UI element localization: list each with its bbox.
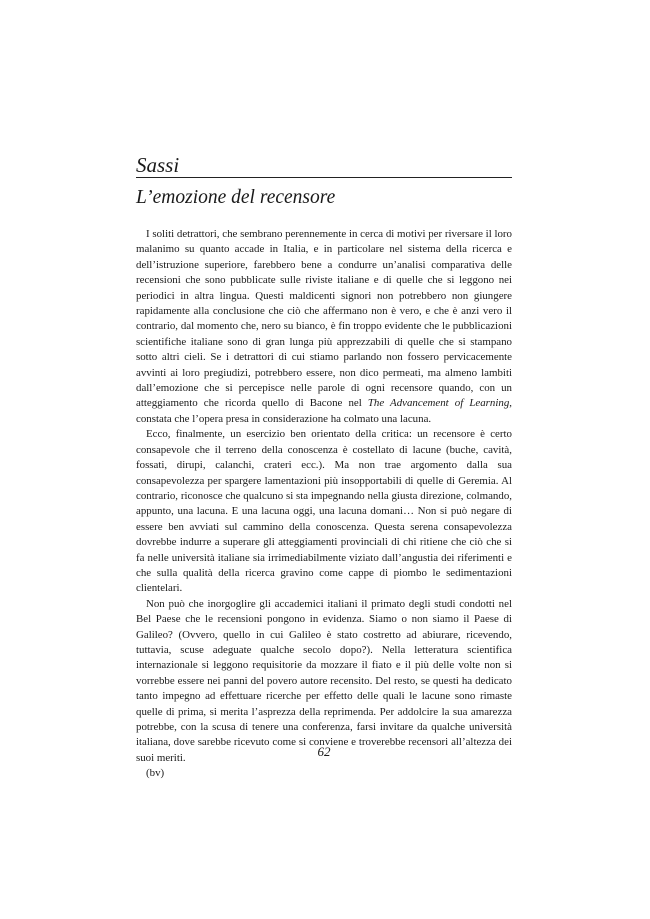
document-page: [136, 0, 512, 919]
section-title: Sassi: [136, 153, 180, 177]
article-body: [136, 227, 512, 782]
paragraph-1-text-end: , constata che l’opera presa in considerazione ha colmato una lacuna.: [136, 397, 512, 425]
section-divider: [136, 177, 512, 178]
paragraph-3: Non può che inorgoglire gli accademici italiani il primato degli studi condotti nel Bel Paese che le recensioni pongono in evidenza. Siamo o non siamo il Paese di Galileo? (Ovvero, quello in cui Galileo è stato costretto ad abiurare, ricevendo, tuttavia, scuse adeguate qualche secolo dopo?). Nella letteratura scientifica internazionale si leggono requisitorie da mozzare il fiato e il più delle volte non si vorrebbe essere nei panni del povero autore recensito. Del resto, se questi ha dedicato tanto impegno ad effettuare ricerche per effetto delle quali le lacune sono rimaste quelle di prima, si merita l’asprezza della reprimenda. Per addolcire la sua amarezza potrebbe, con la scusa di tenere una conferenza, farsi invitare da qualche università italiana, dove sarebbe ricevuto come si conviene e troverebbe recensori all’altezza dei suoi meriti.: [136, 597, 512, 764]
page-number: 62: [317, 744, 331, 759]
paragraph-1: [136, 227, 512, 427]
paragraph-1-text-start: I soliti detrattori, che sembrano perennemente in cerca di motivi per riversare il loro malanimo su quanto accade in Italia, e in particolare nel sistema della ricerca e dell’istruzione superiore, farebbero bene a condurre un’analisi comparativa delle recensioni che sono pubblicate sulle riviste italiane e di quelle che si leggono nei periodici in altra lingua. Questi maldicenti signori non potrebbero non giungere rapidamente alla conclusione che ciò che affermano non è vero, e che è anzi vero il contrario, dal momento che, nero su bianco, è fin troppo evidente che le pubblicazioni scientifiche italiane sono di gran lunga più apprezzabili di quelle che si stampano sotto altri cieli. Se i detrattori di cui stiamo parlando non fossero pervicacemente avvinti ai loro pregiudizi, potrebbero essere, non dico permeati, ma almeno lambiti dall’emozione che si percepisce nelle parole di ogni recensore quando, con un atteggiamento che ricorda quello di Bacone nel: [136, 228, 512, 410]
book-title: The Advancement of Learning: [367, 397, 510, 410]
paragraph-2: Ecco, finalmente, un esercizio ben orientato della critica: un recensore è certo consapevole che il terreno della conoscenza è costellato di lacune (buche, cavità, fossati, dirupi, calanchi, crateri ecc.). Ma non trae argomento dalla sua consapevolezza per spargere lamentazioni più insopportabili di quelle di Geremia. Al contrario, riconosce che qualcuno si sta impegnando nella giusta direzione, colmando, appunto, una lacuna. E una lacuna oggi, una lacuna domani… Non si può negare di essere ben avviati sul cammino della conoscenza. Questa serena consapevolezza dovrebbe indurre a superare gli atteggiamenti provinciali di chi ritiene che ciò che si fa nelle università italiane sia irrimediabilmente viziato dall’angustia dei riferimenti e che sulla qualità della ricerca gravino come cappe di piombo le sedimentazioni clientelari.: [136, 428, 512, 595]
article-title: L’emozione del recensore: [136, 187, 336, 208]
author-signature: (bv): [146, 767, 165, 780]
